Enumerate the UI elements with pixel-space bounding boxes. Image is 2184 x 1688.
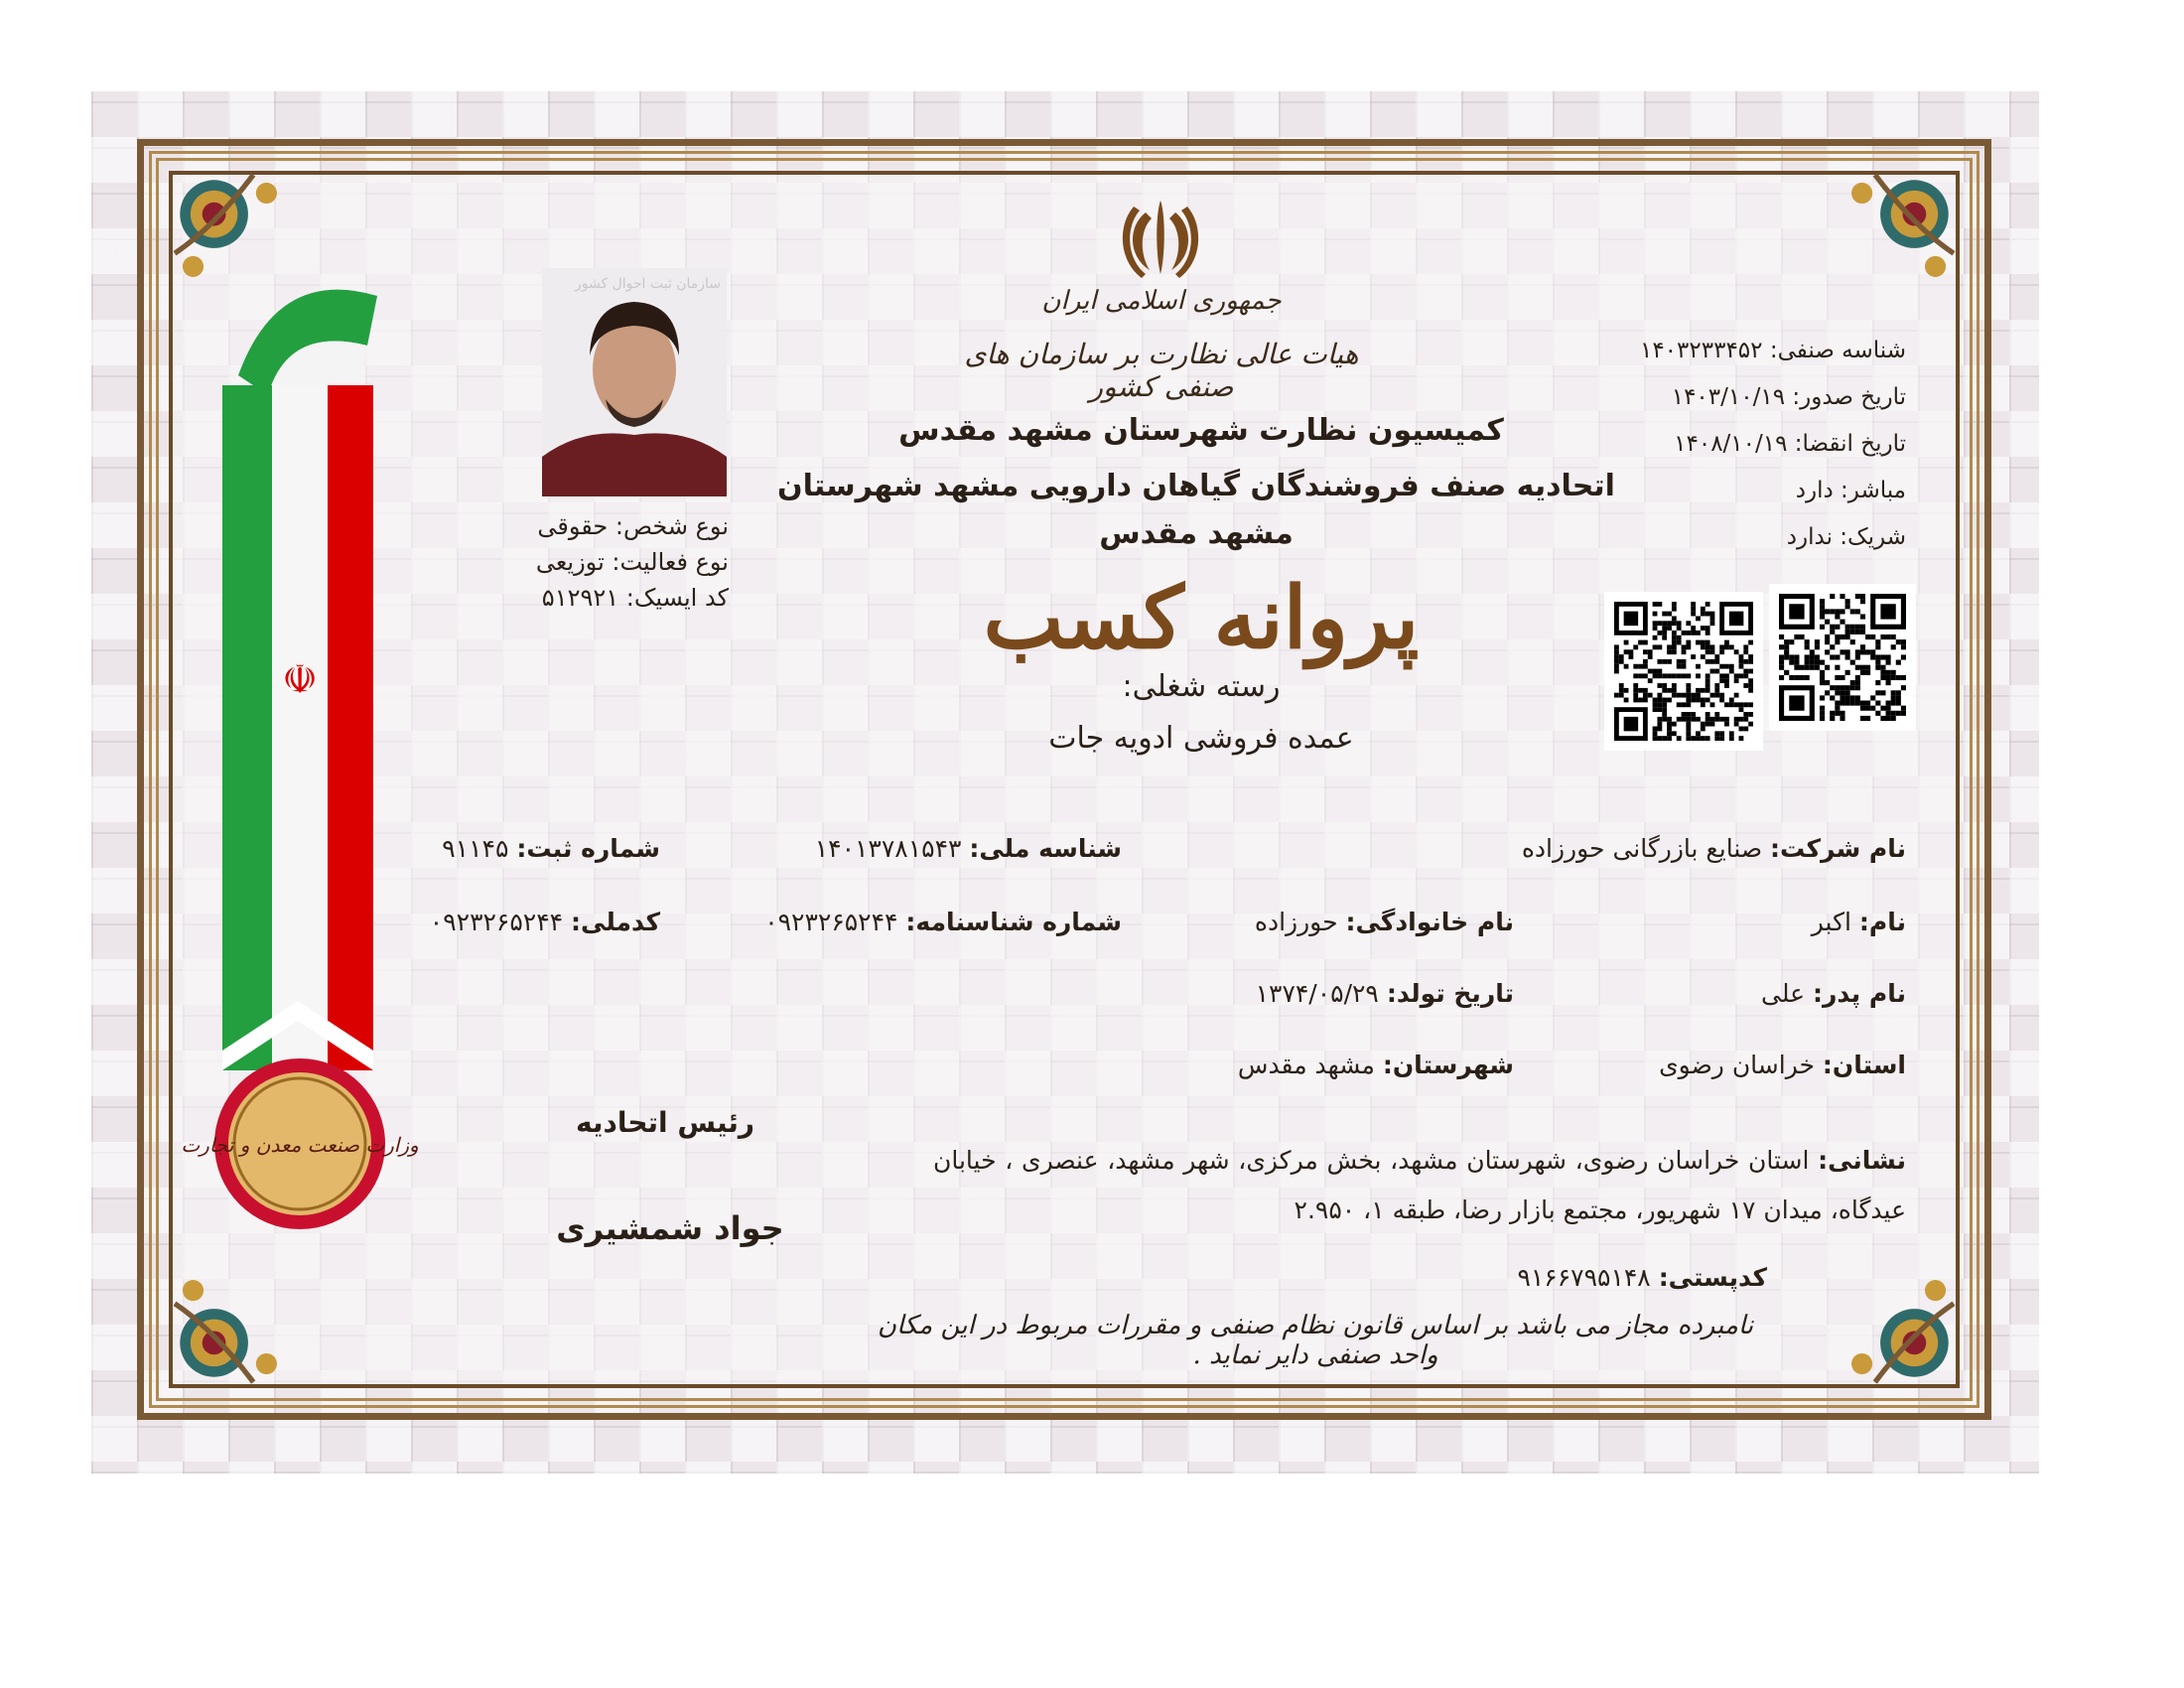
national-id-value: ۱۴۰۱۳۷۸۱۵۴۳ — [814, 834, 962, 863]
postal-code-label: کدپستی: — [1658, 1263, 1767, 1292]
partner-value: ندارد — [1786, 524, 1833, 550]
guild-id-label: شناسه صنفی: — [1769, 338, 1906, 363]
province-value: خراسان رضوی — [1659, 1051, 1815, 1079]
national-id-label: شناسه ملی: — [969, 834, 1122, 863]
person-type-row — [477, 508, 729, 544]
first-name-label: نام: — [1858, 908, 1906, 936]
national-code-label: کدملی: — [571, 908, 660, 936]
signatory-title: رئیس اتحادیه — [575, 1106, 755, 1139]
trade-value: عمده فروشی ادویه جات — [1048, 721, 1354, 756]
father-name-value: علی — [1760, 979, 1806, 1008]
seal-text: وزارت صنعت معدن و تجارت — [181, 1133, 419, 1157]
issue-date-label: تاریخ صدور: — [1792, 384, 1906, 410]
city-label: شهرستان: — [1382, 1051, 1514, 1079]
last-name-field — [1171, 908, 1514, 936]
postal-code-value: ۹۱۶۶۷۹۵۱۴۸ — [1517, 1263, 1651, 1292]
guild-id-row — [1549, 328, 1906, 374]
manager-value: دارد — [1795, 478, 1834, 503]
registration-no-field — [417, 834, 660, 863]
issue-date-value: ۱۴۰۳/۱۰/۱۹ — [1671, 384, 1786, 410]
registration-no-label: شماره ثبت: — [516, 834, 660, 863]
national-emblem-icon — [1116, 195, 1205, 280]
city-value: مشهد مقدس — [1237, 1051, 1375, 1079]
isic-code-label: کد ایسیک: — [625, 584, 729, 612]
national-code-value: ۰۹۲۳۲۶۵۲۴۴ — [429, 908, 564, 936]
last-name-value: حورزاده — [1254, 908, 1338, 936]
manager-label: مباشر: — [1841, 478, 1906, 503]
address-value: استان خراسان رضوی، شهرستان مشهد، بخش مرکزی، شهر مشهد، عنصری ، خیابان عیدگاه، میدان ۱۷ شهریور، مجتمع بازار رضا، طبقه ۱، ۲.۹۵۰ — [933, 1146, 1906, 1224]
activity-type-row — [477, 544, 729, 580]
manager-row — [1549, 468, 1906, 514]
expiry-date-row — [1549, 421, 1906, 468]
registration-no-value: ۹۱۱۴۵ — [442, 834, 509, 863]
postal-code-field — [1420, 1263, 1767, 1292]
corner-ornament-icon — [175, 1251, 306, 1382]
isic-code-value: ۵۱۲۹۲۱ — [541, 584, 619, 612]
last-name-label: نام خانوادگی: — [1345, 908, 1514, 936]
flag-ribbon-icon — [218, 256, 377, 1070]
national-code-field — [397, 908, 660, 936]
partner-label: شریک: — [1840, 524, 1906, 550]
isic-code-row — [477, 580, 729, 616]
id-number-value: ۰۹۲۳۲۶۵۲۴۴ — [764, 908, 898, 936]
corner-ornament-icon — [1823, 1251, 1954, 1382]
address-field — [933, 1136, 1906, 1235]
photo-watermark: سازمان ثبت احوال کشور — [574, 276, 721, 292]
right-info-block — [1549, 328, 1906, 561]
commission-heading: کمیسیون نظارت شهرستان مشهد مقدس — [898, 413, 1504, 448]
province-label: استان: — [1822, 1051, 1906, 1079]
first-name-field — [1648, 908, 1906, 936]
activity-type-value: توزیعی — [535, 548, 605, 576]
council-heading: هیات عالی نظارت بر سازمان های صنفی کشور — [964, 338, 1359, 403]
company-name-value: صنایع بازرگانی حورزاده — [1521, 834, 1763, 863]
company-name-label: نام شرکت: — [1770, 834, 1906, 863]
company-name-field — [1449, 834, 1906, 863]
person-type-value: حقوقی — [537, 512, 609, 540]
father-name-field — [1648, 979, 1906, 1008]
trade-label: رسته شغلی: — [1122, 669, 1281, 704]
partner-row — [1549, 514, 1906, 561]
id-number-label: شماره شناسنامه: — [905, 908, 1122, 936]
ministry-seal-icon — [181, 1053, 419, 1235]
address-label: نشانی: — [1818, 1146, 1907, 1175]
birth-date-value: ۱۳۷۴/۰۵/۲۹ — [1255, 979, 1379, 1008]
province-field — [1569, 1051, 1906, 1079]
first-name-value: اکبر — [1811, 908, 1851, 936]
footer-note: نامبرده مجاز می باشد بر اساس قانون نظام صنفی و مقررات مربوط در این مکان واحد صنفی دایر نماید . — [877, 1311, 1754, 1370]
expiry-date-value: ۱۴۰۸/۱۰/۱۹ — [1674, 431, 1788, 457]
person-type-label: نوع شخص: — [614, 512, 729, 540]
national-id-field — [774, 834, 1122, 863]
license-title: پروانه کسب — [983, 568, 1420, 668]
issue-date-row — [1549, 374, 1906, 421]
owner-photo — [542, 268, 727, 496]
left-info-block — [477, 508, 729, 616]
qr-code-icon[interactable] — [1604, 592, 1763, 751]
union-heading: اتحادیه صنف فروشندگان گیاهان دارویی مشهد شهرستان مشهد مقدس — [777, 469, 1615, 551]
guild-id-value: ۱۴۰۳۲۳۳۴۵۲ — [1639, 338, 1763, 363]
corner-ornament-icon — [1823, 175, 1954, 306]
svg-text:☫: ☫ — [282, 657, 318, 703]
expiry-date-label: تاریخ انقضا: — [1794, 431, 1906, 457]
father-name-label: نام پدر: — [1812, 979, 1906, 1008]
birth-date-label: تاریخ تولد: — [1386, 979, 1514, 1008]
id-number-field — [754, 908, 1122, 936]
activity-type-label: نوع فعالیت: — [612, 548, 729, 576]
qr-code-icon[interactable] — [1769, 584, 1916, 731]
birth-date-field — [1171, 979, 1514, 1008]
signatory-name: جواد شمشیری — [556, 1209, 784, 1247]
republic-heading: جمهوری اسلامی ایران — [1041, 286, 1282, 316]
city-field — [1171, 1051, 1514, 1079]
